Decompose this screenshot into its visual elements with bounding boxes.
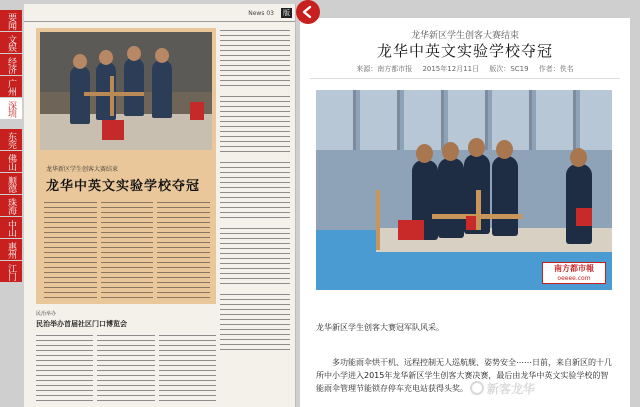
- back-button[interactable]: [296, 0, 320, 24]
- source-label: 来源：: [356, 65, 378, 73]
- nav-item-foshan[interactable]: 佛山: [0, 151, 22, 172]
- nav-item-guangzhou[interactable]: 广州: [0, 76, 22, 97]
- article-panel: [300, 18, 630, 407]
- article-subtitle: 龙华新区学生创客大赛结束: [410, 31, 519, 41]
- article-body: 多功能雨伞烘干机、远程控制无人巡航舰、姿势安全⋯⋯日前，来自新区的十几所中小学进入2015年龙华新区学生创客大赛决赛，最后由龙华中英文实验学校的智能雨伞管理节能锁存停车充电站获得头奖。: [316, 358, 612, 393]
- watermark: [470, 380, 535, 397]
- edition-label: 版次：: [489, 65, 511, 73]
- nav-gap: [0, 120, 22, 128]
- edition-field: [489, 65, 528, 73]
- bottom-title: 民治举办首届社区门口博览会: [36, 320, 127, 328]
- author-field: [539, 65, 574, 73]
- paper-header: [24, 10, 296, 22]
- highlighted-story[interactable]: [36, 28, 216, 304]
- bottom-body-columns: [36, 333, 216, 403]
- source-value: 南方都市报: [377, 65, 413, 73]
- wechat-icon: [470, 381, 484, 395]
- side-column: [220, 28, 290, 398]
- story-title: 龙华中英文实验学校夺冠: [46, 179, 201, 194]
- author-value: 佚名: [559, 65, 574, 73]
- nav-item-dongguan[interactable]: 东莞: [0, 129, 22, 150]
- newspaper-stamp: [542, 262, 606, 284]
- nav-item-zhongshan[interactable]: 中山: [0, 217, 22, 238]
- nav-item-jiangmen[interactable]: 江门: [0, 261, 22, 282]
- nav-item-yaowen[interactable]: 要闻: [0, 10, 22, 31]
- story-kicker: 龙华新区学生创客大赛结束: [46, 166, 119, 173]
- meta-divider: [310, 78, 620, 79]
- nav-item-shunde[interactable]: 顺德: [0, 173, 22, 194]
- story-body-columns: [44, 200, 210, 298]
- newspaper-page[interactable]: [24, 4, 296, 407]
- page-tag: 版: [283, 9, 290, 17]
- arrow-left-icon: [301, 5, 315, 19]
- bottom-kicker: 民治举办: [36, 311, 57, 317]
- nav-item-zhuhai[interactable]: 珠海: [0, 195, 22, 216]
- story-photo: [40, 32, 212, 150]
- article-title: 龙华中英文实验学校夺冠: [376, 42, 553, 60]
- page-number: News 03: [248, 10, 274, 17]
- date-value: 2015年12月11日: [422, 65, 480, 73]
- article-photo[interactable]: [316, 90, 612, 290]
- author-label: 作者：: [538, 65, 560, 73]
- source-field: [356, 65, 412, 73]
- nav-item-shenzhen[interactable]: 深圳: [0, 98, 22, 119]
- stamp-site: oeeee.com: [557, 275, 591, 282]
- photo-caption: 龙华新区学生创客大赛冠军队风采。: [316, 323, 444, 332]
- edition-value: SC19: [510, 65, 529, 73]
- nav-item-wenyu[interactable]: 文娱: [0, 32, 22, 53]
- nav-item-huizhou[interactable]: 惠州: [0, 239, 22, 260]
- stamp-name: 南方都市報: [554, 264, 594, 273]
- article-meta: [300, 64, 630, 74]
- region-nav: [0, 10, 22, 330]
- nav-item-jingji[interactable]: 经济: [0, 54, 22, 75]
- bottom-story[interactable]: [36, 310, 216, 405]
- watermark-text: 新客龙华: [487, 382, 536, 396]
